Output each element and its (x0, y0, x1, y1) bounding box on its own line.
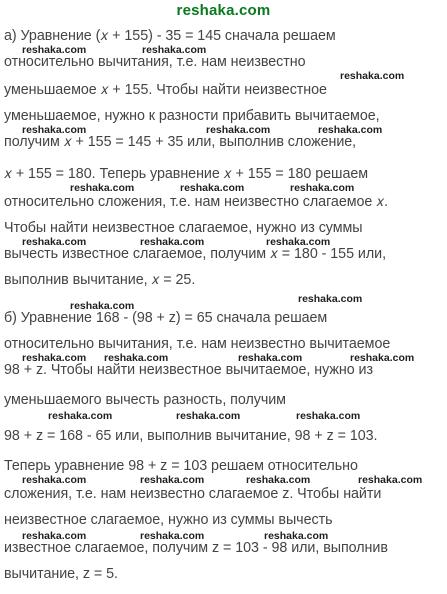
text-line: уменьшаемого вычесть разность, получим (4, 392, 286, 408)
site-logo[interactable]: reshaka.com (176, 2, 271, 19)
watermark: reshaka.com (264, 530, 329, 542)
text-line: Чтобы найти неизвестное слагаемое, нужно из суммы (4, 220, 363, 236)
watermark: reshaka.com (140, 236, 205, 248)
watermark: reshaka.com (22, 236, 87, 248)
watermark: reshaka.com (70, 182, 135, 194)
watermark: reshaka.com (318, 124, 383, 136)
text-line: а) Уравнение (𝑥 + 155) - 35 = 145 сначала решаем (4, 28, 336, 44)
text-line: относительно вычитания, т.е. нам неизвестно (4, 54, 306, 70)
watermark: reshaka.com (238, 352, 303, 364)
watermark: reshaka.com (350, 352, 415, 364)
text-line: вычесть известное слагаемое, получим 𝑥 = 180 - 155 или, (4, 246, 386, 262)
watermark: reshaka.com (140, 474, 205, 486)
watermark: reshaka.com (206, 124, 271, 136)
text-line: вычитание, z = 5. (4, 566, 118, 582)
text-line: относительно вычитания, т.е. нам неизвестно вычитаемое (4, 336, 391, 352)
text-line: получим 𝑥 + 155 = 145 + 35 или, выполнив сложение, (4, 134, 357, 150)
watermark: reshaka.com (358, 474, 423, 486)
text-line: выполнив вычитание, 𝑥 = 25. (4, 272, 196, 288)
watermark: reshaka.com (70, 300, 135, 312)
watermark: reshaka.com (180, 182, 245, 194)
watermark: reshaka.com (266, 236, 331, 248)
watermark: reshaka.com (48, 410, 113, 422)
text-line: сложения, т.е. нам неизвестно слагаемое z. Чтобы найти (4, 486, 382, 502)
watermark: reshaka.com (22, 124, 87, 136)
text-line: 98 + z. Чтобы найти неизвестное вычитаемое, нужно из (4, 362, 373, 378)
watermark: reshaka.com (296, 410, 361, 422)
watermark: reshaka.com (22, 352, 87, 364)
text-line: относительно сложения, т.е. нам неизвестно слагаемое 𝑥. (4, 194, 389, 210)
watermark: reshaka.com (340, 70, 405, 82)
watermark: reshaka.com (298, 293, 363, 305)
text-line: б) Уравнение 168 - (98 + z) = 65 сначала решаем (4, 310, 328, 326)
text-line: неизвестное слагаемое, нужно из суммы вычесть (4, 512, 333, 528)
watermark: reshaka.com (142, 44, 207, 56)
text-line: 𝑥 + 155 = 180. Теперь уравнение 𝑥 + 155 = 180 решаем (4, 166, 369, 182)
text-line: уменьшаемое, нужно к разности прибавить вычитаемое, (4, 108, 380, 124)
watermark: reshaka.com (140, 530, 205, 542)
watermark: reshaka.com (22, 44, 87, 56)
watermark: reshaka.com (176, 410, 241, 422)
watermark: reshaka.com (22, 530, 87, 542)
text-line: уменьшаемое 𝑥 + 155. Чтобы найти неизвестное (4, 82, 327, 98)
watermark: reshaka.com (246, 474, 311, 486)
text-line: 98 + z = 168 - 65 или, выполнив вычитание, 98 + z = 103. (4, 428, 378, 444)
watermark: reshaka.com (290, 182, 355, 194)
text-line: Теперь уравнение 98 + z = 103 решаем относительно (4, 458, 358, 474)
text-line: известное слагаемое, получим z = 103 - 98 или, выполнив (4, 540, 388, 556)
watermark: reshaka.com (104, 352, 169, 364)
watermark: reshaka.com (22, 474, 87, 486)
